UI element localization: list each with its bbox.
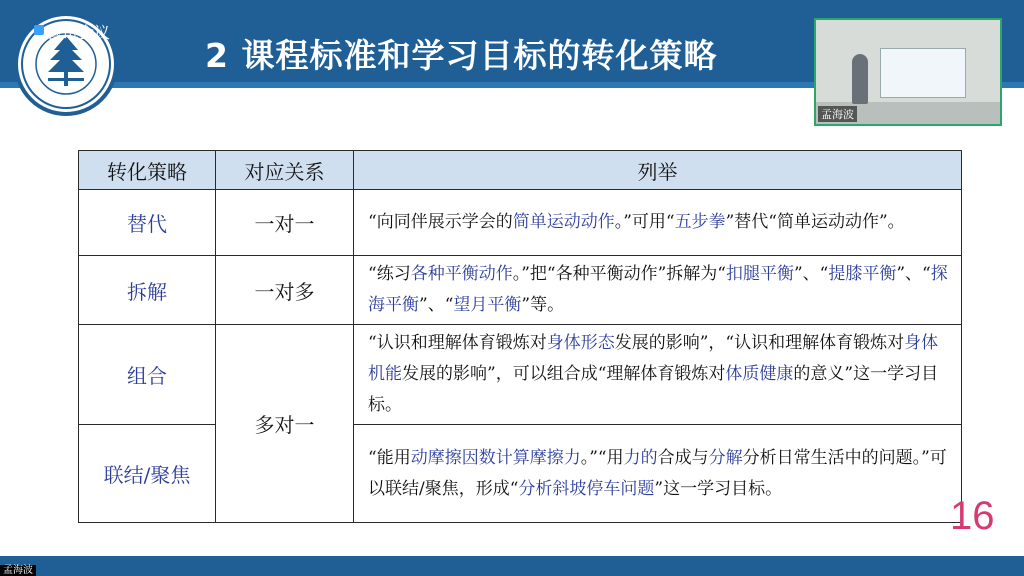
highlighted-text: 扣腿平衡 — [725, 264, 794, 284]
video-projected-slide — [880, 48, 966, 98]
highlighted-text: 分解 — [708, 447, 743, 468]
example-text: ”、“ — [793, 264, 829, 284]
page-number: 16 — [950, 494, 995, 538]
video-speaker-name: 孟海波 — [818, 106, 857, 122]
highlighted-text: 各种平衡动作 — [410, 264, 513, 284]
highlighted-text: 力的 — [623, 447, 658, 468]
example-cell — [354, 190, 962, 256]
table-row — [79, 325, 962, 425]
example-text: 发展的影响”，“认识和理解体育锻炼对 — [614, 333, 905, 353]
example-text: ”替代“简单运动动作”。 — [725, 212, 905, 232]
relation-cell: 多对一 — [216, 325, 354, 523]
highlighted-text: 体质健康 — [725, 364, 794, 384]
strategy-table — [78, 150, 962, 523]
example-text: 分析日常生活中的问题。”可以联结/聚焦，形成“ — [368, 447, 947, 499]
example-text: 合成与 — [657, 447, 709, 468]
category-cell: 替代 — [79, 190, 216, 256]
example-text: 。”“用 — [580, 447, 624, 468]
category-cell: 联结/聚焦 — [79, 425, 216, 523]
header-relation: 对应关系 — [216, 151, 354, 190]
category-cell: 组合 — [79, 325, 216, 425]
example-text: “能用 — [368, 447, 411, 468]
example-text: 。”可用“ — [614, 212, 675, 232]
highlighted-text: 探海平衡 — [368, 264, 948, 315]
speaker-video-thumbnail[interactable] — [814, 18, 1002, 126]
highlighted-text: 分析斜坡停车问题 — [518, 478, 655, 499]
meeting-app-icon — [34, 25, 44, 35]
example-text: “认识和理解体育锻炼对 — [368, 333, 547, 353]
slide-title: 2 课程标准和学习目标的转化策略 — [205, 36, 718, 75]
table-row — [79, 425, 962, 523]
example-text: ”、“ — [896, 264, 931, 284]
example-cell — [354, 256, 962, 325]
highlighted-text: 五步拳 — [674, 212, 726, 232]
example-text: “向同伴展示学会的 — [368, 212, 513, 232]
bottom-speaker-name: 孟海波 — [0, 565, 36, 576]
example-text: ”这一学习目标。 — [654, 478, 783, 499]
highlighted-text: 简单运动动作 — [512, 212, 615, 232]
relation-cell: 一对多 — [216, 256, 354, 325]
header-examples: 列举 — [354, 151, 962, 190]
example-text: 。”把“各种平衡动作”拆解为“ — [512, 264, 726, 284]
highlighted-text: 身体形态 — [546, 333, 615, 353]
highlighted-text: 望月平衡 — [453, 295, 522, 315]
table-row — [79, 256, 962, 325]
highlighted-text: 身体机能 — [368, 333, 939, 384]
header-strategy: 转化策略 — [79, 151, 216, 190]
highlighted-text: 动摩擦因数计算摩擦力 — [410, 447, 581, 468]
example-cell — [354, 325, 962, 425]
example-text: “练习 — [368, 264, 411, 284]
relation-cell: 一对一 — [216, 190, 354, 256]
bottom-bar — [0, 556, 1024, 576]
table-header-row — [79, 151, 962, 190]
table-row — [79, 190, 962, 256]
example-text: ”等。 — [521, 295, 565, 315]
category-cell: 拆解 — [79, 256, 216, 325]
highlighted-text: 提膝平衡 — [828, 264, 897, 284]
meeting-app-label: 腾讯会议 — [46, 23, 111, 42]
example-text: 的意义”这一学习目标。 — [368, 364, 939, 415]
example-text: ”、“ — [419, 295, 454, 315]
video-speaker — [852, 54, 868, 104]
example-text: 发展的影响”，可以组合成“理解体育锻炼对 — [402, 364, 726, 384]
example-cell — [354, 425, 962, 523]
